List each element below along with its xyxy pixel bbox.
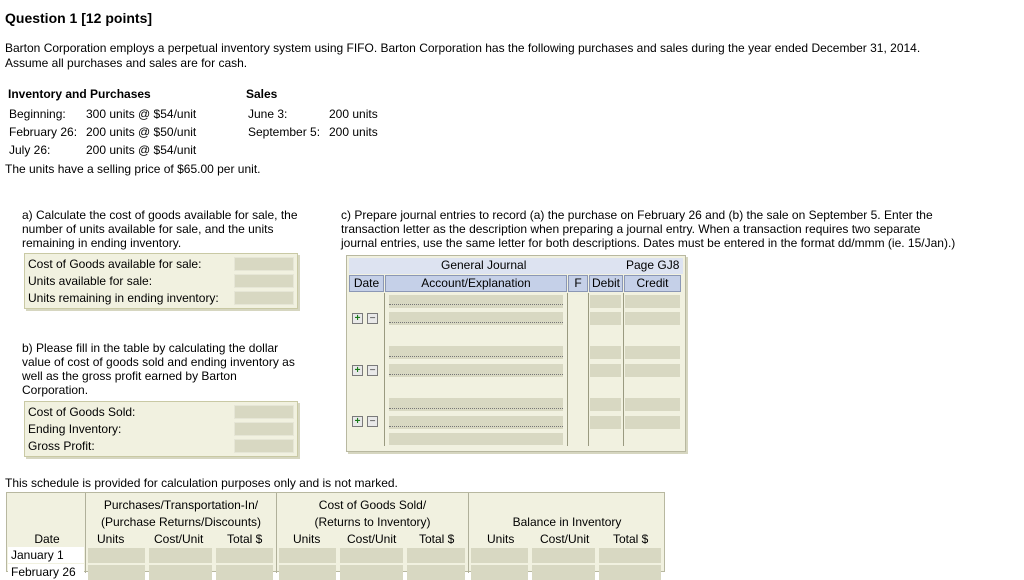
journal-title-bar xyxy=(349,258,683,274)
schedule-row-date: February 26 xyxy=(11,565,76,579)
general-journal xyxy=(346,255,686,452)
journal-debit-input[interactable] xyxy=(590,398,621,411)
schedule-col-total: Total $ xyxy=(227,532,263,546)
journal-separator xyxy=(389,356,563,357)
schedule-col-cost-unit: Cost/Unit xyxy=(347,532,397,546)
remove-line-icon[interactable]: − xyxy=(367,416,378,427)
journal-debit-input[interactable] xyxy=(590,312,621,325)
sales-row-label: June 3: xyxy=(248,107,288,121)
journal-divider xyxy=(623,293,624,446)
journal-col-f: F xyxy=(568,275,588,292)
journal-col-account: Account/Explanation xyxy=(385,275,567,292)
sales-row-value: 200 units xyxy=(329,125,378,139)
schedule-group-purchases-line2: (Purchase Returns/Discounts) xyxy=(100,515,262,529)
part-b-panel xyxy=(24,401,298,457)
journal-col-date: Date xyxy=(349,275,384,292)
schedule-date-cell xyxy=(8,547,84,563)
selling-price-text: The units have a selling price of $65.00 per unit. xyxy=(5,162,261,176)
inventory-row-value: 300 units @ $54/unit xyxy=(86,107,197,121)
schedule-col-units: Units xyxy=(97,532,125,546)
journal-page: Page GJ8 xyxy=(626,258,680,272)
part-c-text-line2: transaction letter as the description when preparing a journal entry. When a transaction requires two separate xyxy=(341,222,921,236)
journal-account-input[interactable] xyxy=(389,346,563,359)
journal-account-input[interactable] xyxy=(389,312,563,325)
intro-text-line1: Barton Corporation employs a perpetual inventory system using FIFO. Barton Corporation has the following purchases and sales during the year ended December 31, 2014. xyxy=(5,41,921,55)
journal-credit-input[interactable] xyxy=(625,364,680,377)
sales-row-label: September 5: xyxy=(248,125,321,139)
ending-inventory-input[interactable] xyxy=(234,422,294,436)
sales-heading: Sales xyxy=(246,87,278,101)
schedule-input[interactable] xyxy=(279,548,336,563)
schedule-group-balance: Balance in Inventory xyxy=(512,515,622,529)
inventory-row-label: Beginning: xyxy=(9,107,66,121)
schedule-col-units: Units xyxy=(487,532,515,546)
add-line-icon[interactable]: + xyxy=(352,313,363,324)
schedule-col-date: Date xyxy=(34,532,60,546)
part-c-text-line1: c) Prepare journal entries to record (a) the purchase on February 26 and (b) the sale on September 5. Enter the xyxy=(341,208,933,222)
schedule-input[interactable] xyxy=(216,565,273,580)
schedule-row-date: January 1 xyxy=(11,548,64,562)
schedule-input[interactable] xyxy=(599,565,661,580)
journal-separator xyxy=(389,408,563,409)
schedule-col-total: Total $ xyxy=(419,532,455,546)
journal-debit-input[interactable] xyxy=(590,416,621,429)
journal-separator xyxy=(389,426,563,427)
part-a-panel xyxy=(24,253,298,309)
schedule-divider xyxy=(468,493,469,573)
journal-separator xyxy=(389,374,563,375)
schedule-input[interactable] xyxy=(407,548,465,563)
schedule-group-purchases-line1: Purchases/Transportation-In/ xyxy=(103,498,259,512)
part-b-text-line1: b) Please fill in the table by calculating the dollar xyxy=(22,341,279,355)
inventory-row-value: 200 units @ $50/unit xyxy=(86,125,197,139)
journal-credit-input[interactable] xyxy=(625,398,680,411)
schedule-input[interactable] xyxy=(340,565,403,580)
schedule-input[interactable] xyxy=(216,548,273,563)
sales-row-value: 200 units xyxy=(329,107,378,121)
journal-debit-input[interactable] xyxy=(590,346,621,359)
journal-account-input[interactable] xyxy=(389,364,563,377)
schedule-input[interactable] xyxy=(149,565,212,580)
units-available-label: Units available for sale: xyxy=(28,274,153,288)
schedule-col-total: Total $ xyxy=(613,532,649,546)
schedule-col-cost-unit: Cost/Unit xyxy=(154,532,204,546)
schedule-input[interactable] xyxy=(340,548,403,563)
cogs-sold-input[interactable] xyxy=(234,405,294,419)
cogs-sold-label: Cost of Goods Sold: xyxy=(28,405,136,419)
part-a-text-line3: remaining in ending inventory. xyxy=(22,236,182,250)
remove-line-icon[interactable]: − xyxy=(367,313,378,324)
part-a-text-line1: a) Calculate the cost of goods available for sale, the xyxy=(22,208,298,222)
ending-inventory-label: Ending Inventory: xyxy=(28,422,122,436)
question-title: Question 1 [12 points] xyxy=(5,10,153,26)
journal-debit-input[interactable] xyxy=(590,295,621,308)
units-remaining-label: Units remaining in ending inventory: xyxy=(28,291,219,305)
journal-separator xyxy=(389,322,563,323)
units-available-input[interactable] xyxy=(234,274,294,288)
schedule-group-cogs-line2: (Returns to Inventory) xyxy=(314,515,431,529)
add-line-icon[interactable]: + xyxy=(352,416,363,427)
schedule-input[interactable] xyxy=(407,565,465,580)
journal-divider xyxy=(588,293,589,446)
journal-account-input[interactable] xyxy=(389,433,563,445)
journal-credit-input[interactable] xyxy=(625,295,680,308)
gross-profit-label: Gross Profit: xyxy=(28,439,95,453)
schedule-input[interactable] xyxy=(471,565,528,580)
inventory-row-label: July 26: xyxy=(9,143,51,157)
journal-account-input[interactable] xyxy=(389,416,563,429)
gross-profit-input[interactable] xyxy=(234,439,294,453)
schedule-input[interactable] xyxy=(599,548,661,563)
journal-account-input[interactable] xyxy=(389,398,563,411)
part-c-text-line3: journal entries, use the same letter for both descriptions. Dates must be entered in the format dd/mmm (ie. 15/Jan).) xyxy=(341,236,956,250)
journal-debit-input[interactable] xyxy=(590,364,621,377)
schedule-input[interactable] xyxy=(279,565,336,580)
part-a-text-line2: number of units available for sale, and the units xyxy=(22,222,274,236)
inventory-schedule xyxy=(6,492,665,579)
schedule-input[interactable] xyxy=(471,548,528,563)
inventory-row-value: 200 units @ $54/unit xyxy=(86,143,197,157)
units-remaining-input[interactable] xyxy=(234,291,294,305)
remove-line-icon[interactable]: − xyxy=(367,365,378,376)
inventory-row-label: February 26: xyxy=(9,125,78,139)
journal-credit-input[interactable] xyxy=(625,346,680,359)
schedule-input[interactable] xyxy=(88,565,145,580)
schedule-col-units: Units xyxy=(293,532,321,546)
journal-title: General Journal xyxy=(441,258,527,272)
schedule-date-cell xyxy=(8,564,84,580)
intro-text-line2: Assume all purchases and sales are for cash. xyxy=(5,56,248,70)
add-line-icon[interactable]: + xyxy=(352,365,363,376)
schedule-input[interactable] xyxy=(149,548,212,563)
schedule-group-cogs-line1: Cost of Goods Sold/ xyxy=(318,498,427,512)
journal-col-credit: Credit xyxy=(624,275,681,292)
journal-separator xyxy=(389,304,563,305)
schedule-note: This schedule is provided for calculation purposes only and is not marked. xyxy=(5,476,398,490)
part-b-text-line2: value of cost of goods sold and ending inventory as xyxy=(22,355,295,369)
part-b-text-line3: well as the gross profit earned by Barton xyxy=(22,369,237,383)
cogs-available-input[interactable] xyxy=(234,257,294,271)
journal-divider xyxy=(384,293,385,446)
journal-divider xyxy=(567,293,568,446)
journal-col-debit: Debit xyxy=(589,275,623,292)
journal-credit-input[interactable] xyxy=(625,312,680,325)
schedule-input[interactable] xyxy=(88,548,145,563)
schedule-input[interactable] xyxy=(532,548,595,563)
journal-account-input[interactable] xyxy=(389,295,563,308)
schedule-input[interactable] xyxy=(532,565,595,580)
schedule-col-cost-unit: Cost/Unit xyxy=(540,532,590,546)
journal-credit-input[interactable] xyxy=(625,416,680,429)
part-b-text-line4: Corporation. xyxy=(22,383,89,397)
cogs-available-label: Cost of Goods available for sale: xyxy=(28,257,202,271)
inventory-heading: Inventory and Purchases xyxy=(8,87,151,101)
